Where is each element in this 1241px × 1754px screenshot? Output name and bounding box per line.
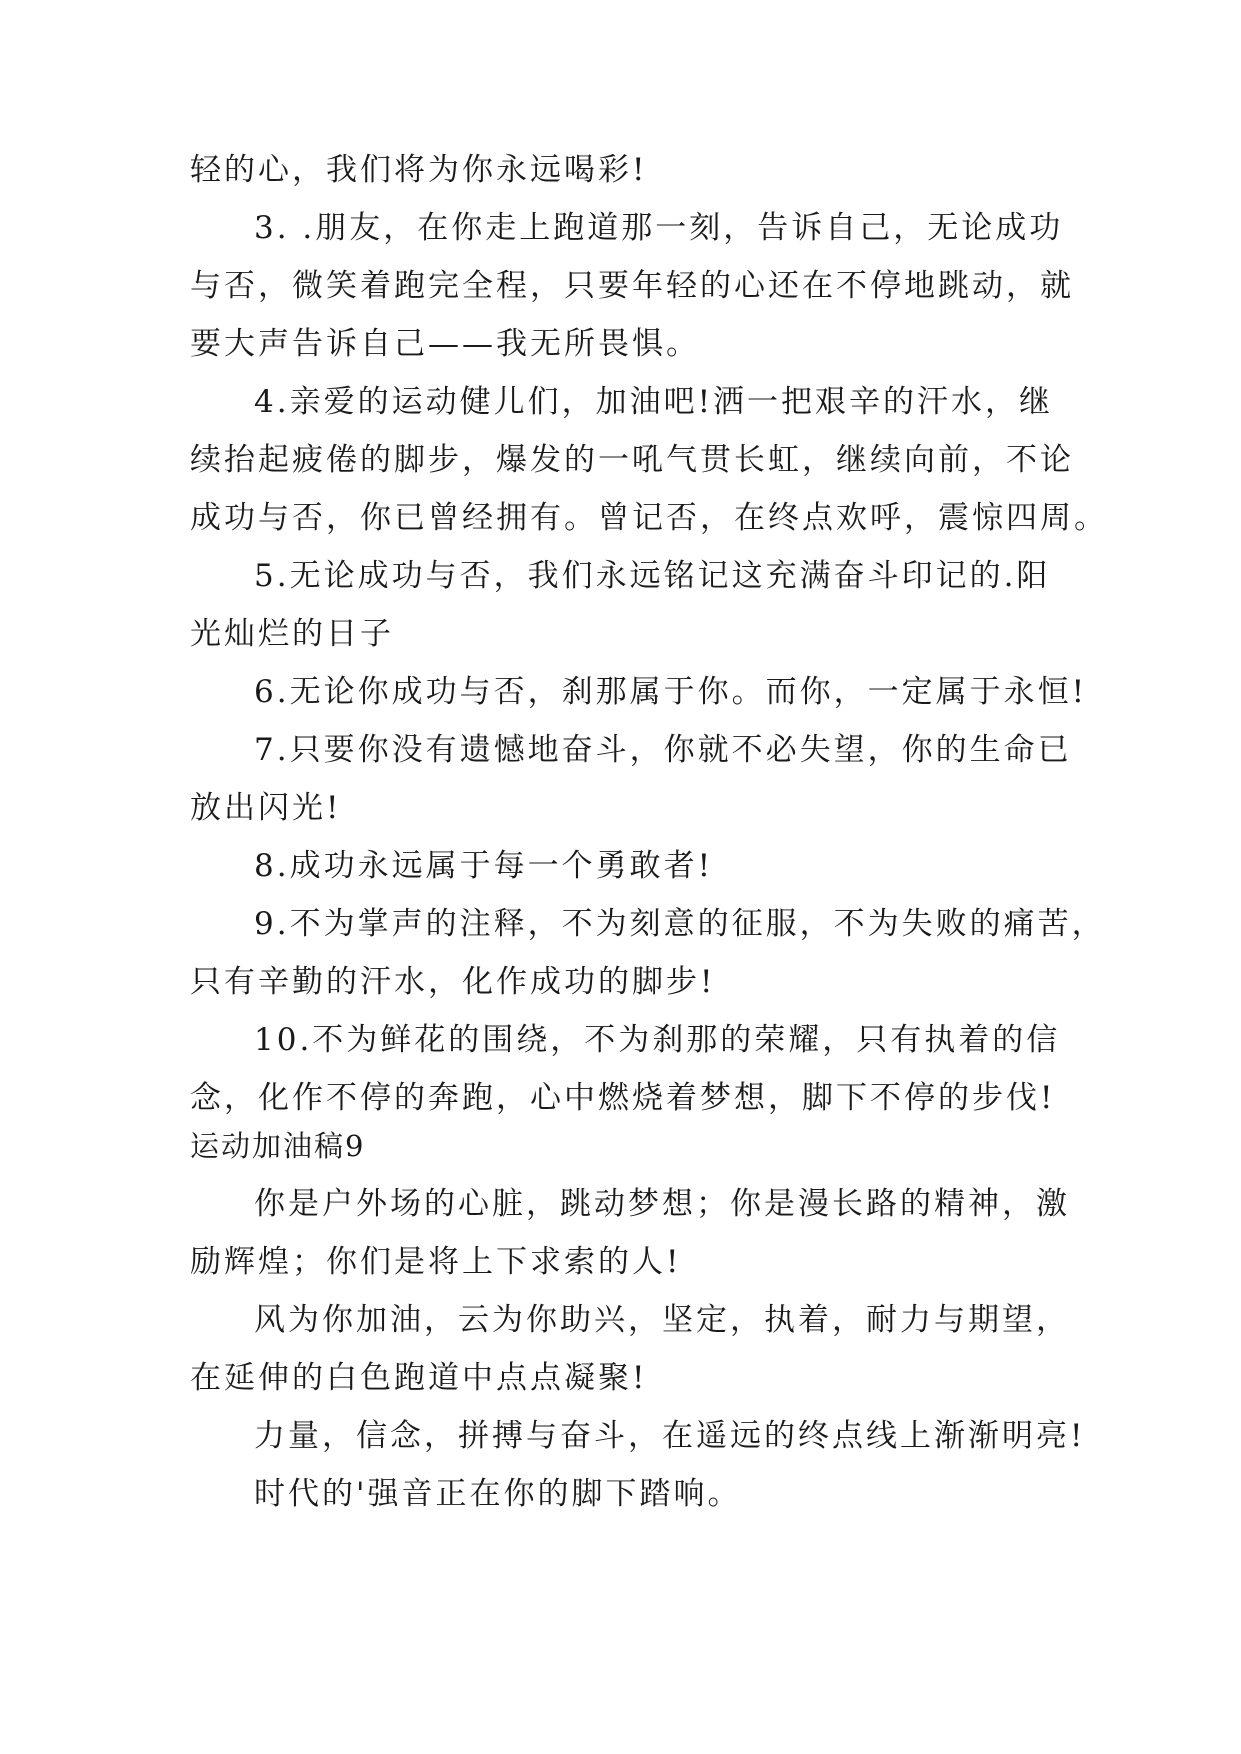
paragraph-line: 成功与否，你已曾经拥有。曾记否，在终点欢呼，震惊四周。 [190, 500, 1108, 536]
paragraph-line: 与否，微笑着跑完全程，只要年轻的心还在不停地跳动，就 [190, 268, 1074, 304]
paragraph-line: 你是户外场的心脏，跳动梦想；你是漫长路的精神，激 [254, 1186, 1070, 1222]
paragraph-line: 只有辛勤的汗水，化作成功的脚步! [190, 964, 716, 1000]
paragraph-line: 励辉煌；你们是将上下求索的人! [190, 1244, 682, 1280]
paragraph-line: 7.只要你没有遗憾地奋斗，你就不必失望，你的生命已 [254, 732, 1072, 768]
paragraph-line: 10.不为鲜花的围绕，不为刹那的荣耀，只有执着的信 [254, 1022, 1061, 1058]
paragraph-line: 念，化作不停的奔跑，心中燃烧着梦想，脚下不停的步伐! [190, 1080, 1056, 1116]
paragraph-line: 4.亲爱的运动健儿们，加油吧!洒一把艰辛的汗水，继 [254, 384, 1054, 420]
document-page [190, 150, 1108, 1514]
paragraph-line: 光灿烂的日子 [190, 616, 394, 652]
paragraph-line: 5.无论成功与否，我们永远铭记这充满奋斗印记的.阳 [254, 558, 1051, 594]
paragraph-line: 轻的心，我们将为你永远喝彩! [190, 152, 648, 188]
section-heading: 运动加油稿9 [190, 1129, 366, 1163]
paragraph-line: 力量，信念，拼搏与奋斗，在遥远的终点线上渐渐明亮! [254, 1418, 1086, 1454]
paragraph-line: 要大声告诉自己——我无所畏惧。 [190, 326, 700, 362]
paragraph-line: 在延伸的白色跑道中点点凝聚! [190, 1360, 648, 1396]
paragraph-line: 续抬起疲倦的脚步，爆发的一吼气贯长虹，继续向前，不论 [190, 442, 1074, 478]
paragraph-line: 8.成功永远属于每一个勇敢者! [254, 848, 714, 884]
paragraph-line: 9.不为掌声的注释，不为刻意的征服，不为失败的痛苦， [254, 906, 1106, 942]
paragraph-line: 6.无论你成功与否，刹那属于你。而你，一定属于永恒! [254, 674, 1088, 710]
paragraph-line: 时代的'强音正在你的脚下踏响。 [254, 1476, 742, 1512]
paragraph-line: 风为你加油，云为你助兴，坚定，执着，耐力与期望， [254, 1302, 1070, 1338]
paragraph-line: 放出闪光! [190, 790, 342, 826]
paragraph-line: 3. .朋友，在你走上跑道那一刻，告诉自己，无论成功 [254, 210, 1064, 246]
